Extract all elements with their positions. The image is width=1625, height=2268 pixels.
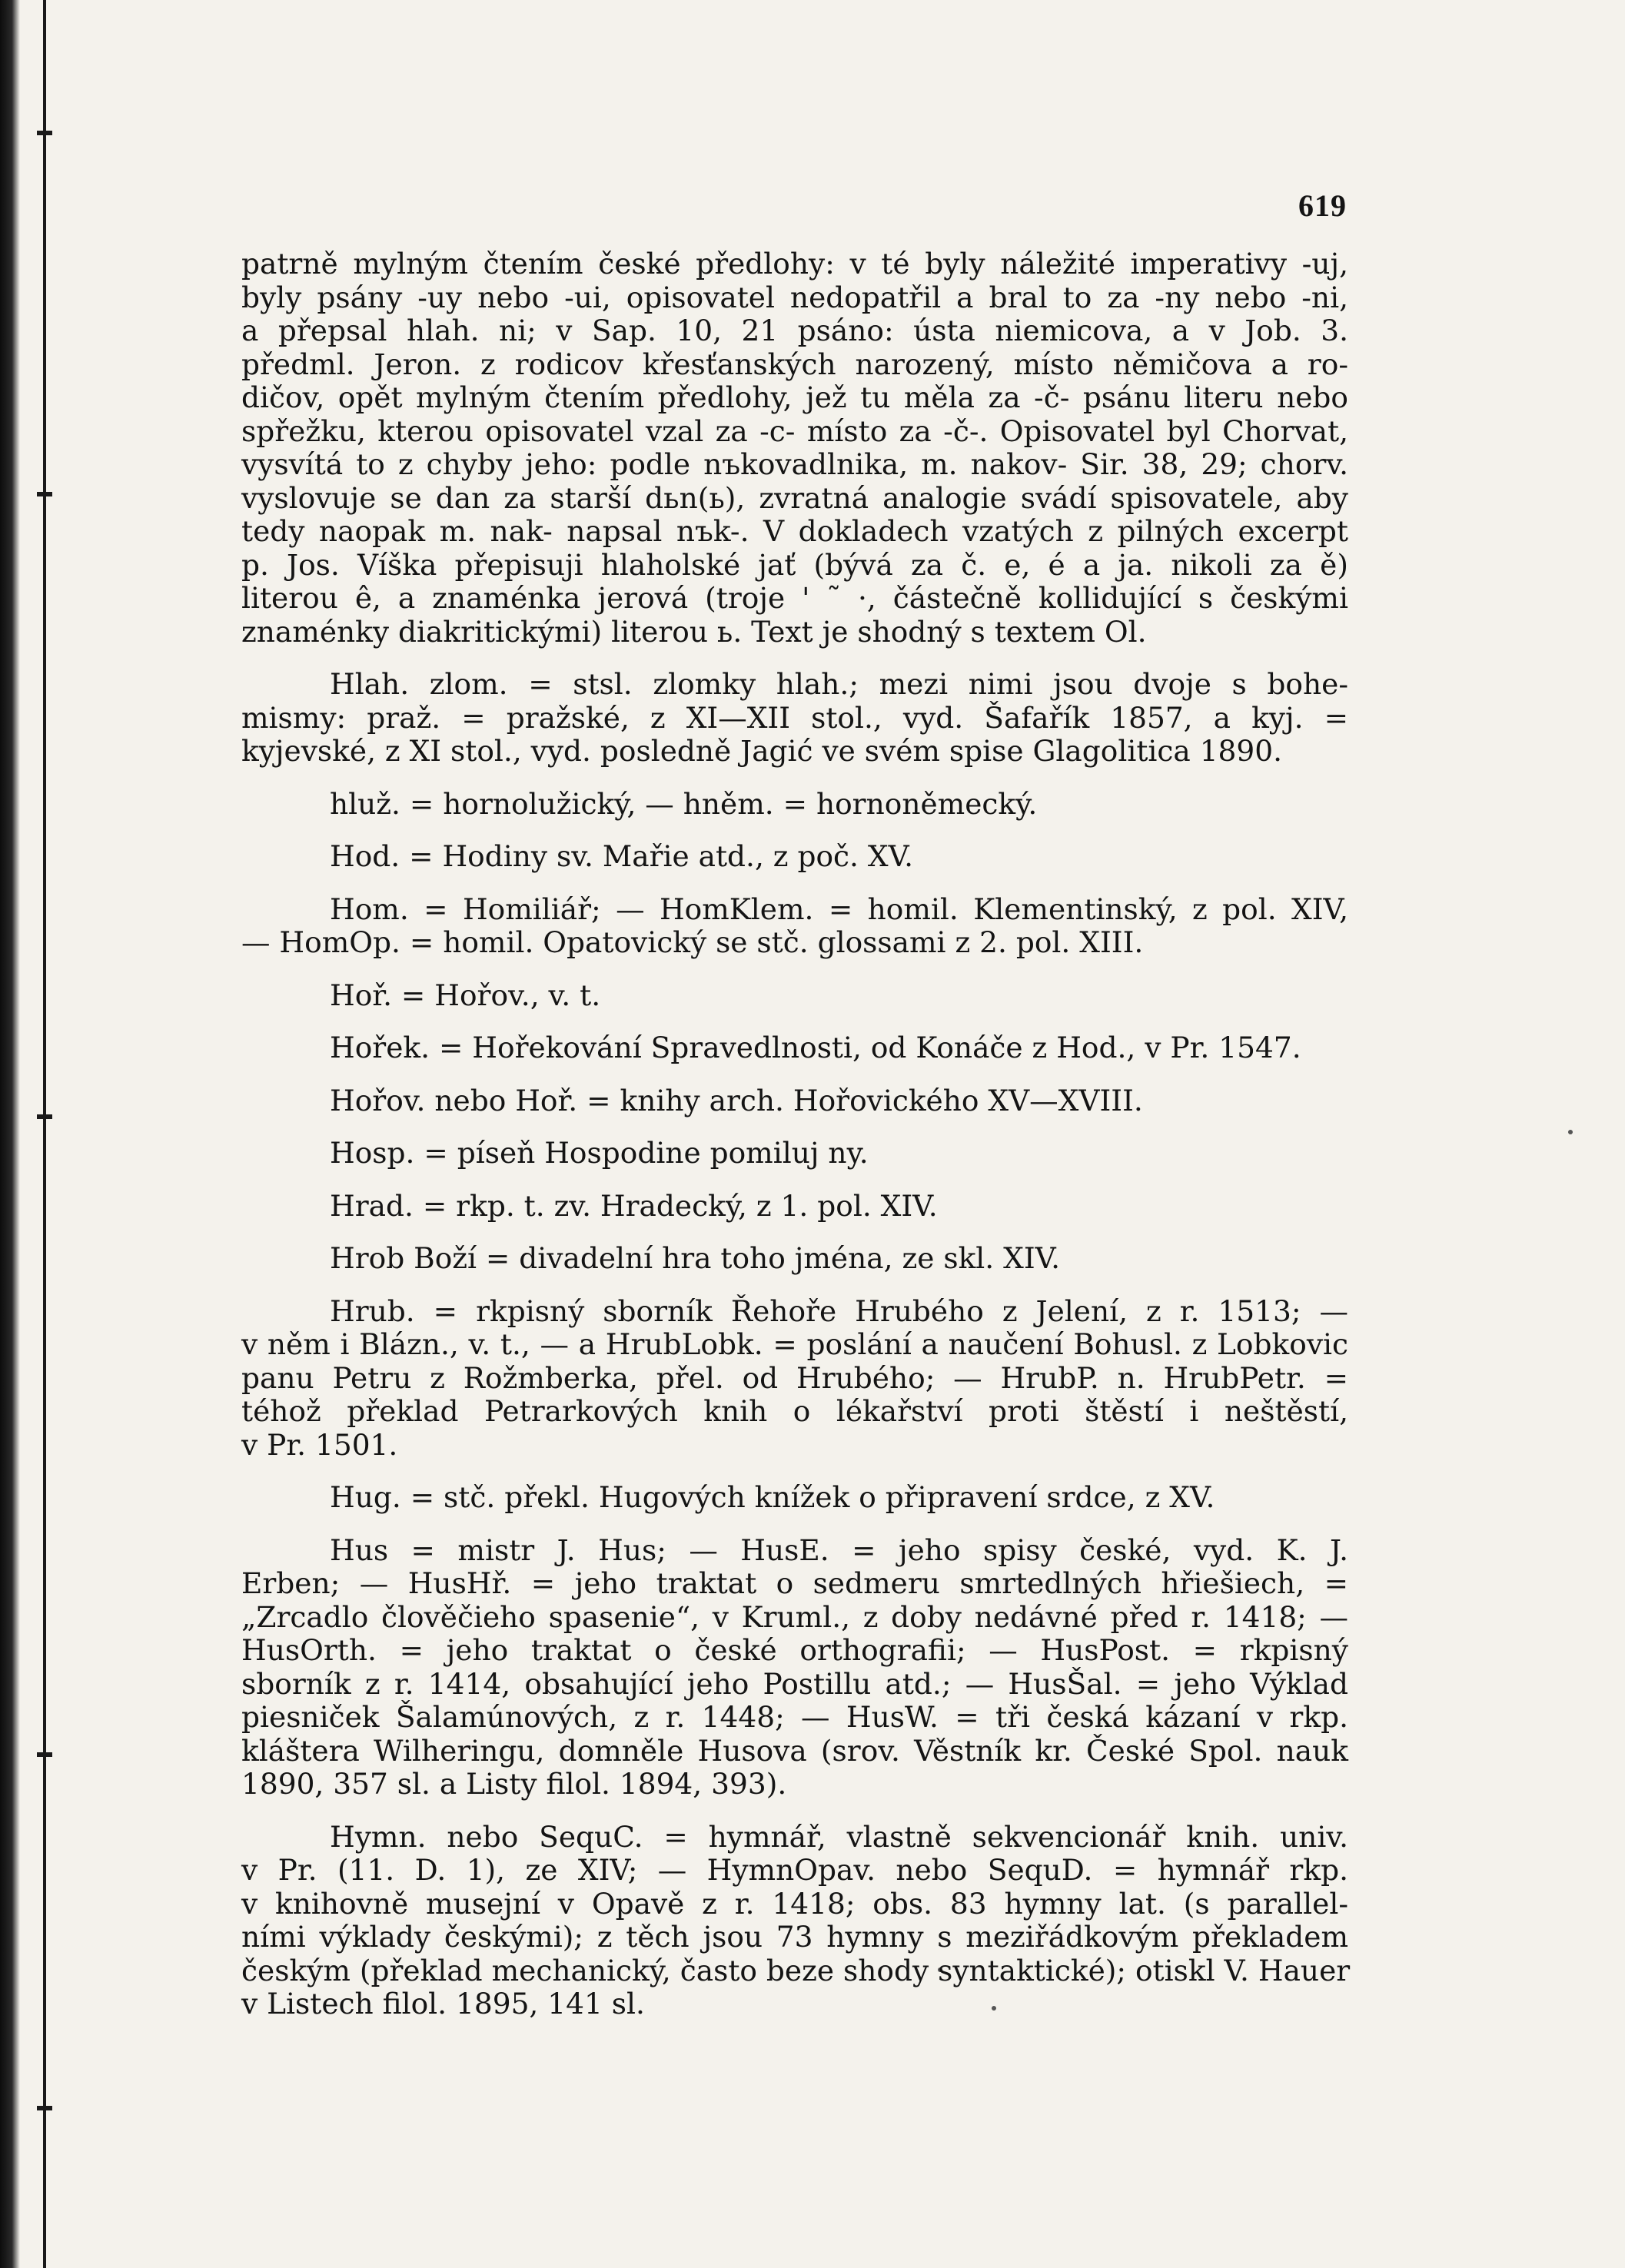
dictionary-entry bbox=[241, 1031, 1348, 1065]
dictionary-entry bbox=[241, 1084, 1348, 1118]
dictionary-entry bbox=[241, 979, 1348, 1013]
text-line: tedy naopak m. nak- napsal nъk-. V dokladech vzatých z pilných excerpt bbox=[241, 514, 1348, 548]
text-line: v Pr. 1501. bbox=[241, 1427, 398, 1462]
page-number: 619 bbox=[1298, 188, 1347, 223]
text-line: téhož překlad Petrarkových knih o lékařství proti štěstí i neštěstí, bbox=[241, 1394, 1348, 1428]
text-line: Hom. = Homiliář; — HomKlem. = homil. Klementinský, z pol. XIV, bbox=[330, 892, 1348, 926]
text-line: hluž. = hornolužický, — hněm. = hornoněmecký. bbox=[330, 786, 1038, 821]
dictionary-entry bbox=[241, 1137, 1348, 1171]
text-line: dičov, opět mylným čtením předlohy, jež tu měla za -č- psánu literu nebo bbox=[241, 380, 1348, 414]
text-line: spřežku, kterou opisovatel vzal za -c- místo za -č-. Opisovatel byl Chorvat, bbox=[241, 413, 1348, 448]
text-line: vyslovuje se dan za starší dьn(ь), zvratná analogie svádí spisovatele, aby bbox=[241, 480, 1348, 515]
text-line: literou ê, a znaménka jerová (troje ' ˜ ·, částečně kollidující s českými bbox=[241, 581, 1348, 615]
text-line: Hrad. = rkp. t. zv. Hradecký, z 1. pol. XIV. bbox=[330, 1188, 938, 1223]
text-line: Erben; — HusHř. = jeho traktat o sedmeru smrtedlných hřiešiech, = bbox=[241, 1566, 1348, 1600]
dictionary-entry bbox=[241, 1819, 1351, 2021]
text-line: v knihovně musejní v Opavě z r. 1418; obs. 83 hymny lat. (s parallel- bbox=[241, 1886, 1348, 1921]
text-line: českým (překlad mechanický, často beze shody syntaktické); otiskl V. Hauer bbox=[241, 1953, 1351, 1987]
text-line: Hořek. = Hořekování Spravedlnosti, od Konáče z Hod., v Pr. 1547. bbox=[330, 1031, 1301, 1064]
text-line: Hosp. = píseň Hospodine pomiluj ny. bbox=[330, 1136, 869, 1170]
text-line: Hořov. nebo Hoř. = knihy arch. Hořovického XV—XVIII. bbox=[330, 1083, 1143, 1117]
text-line: Hlah. zlom. = stsl. zlomky hlah.; mezi nimi jsou dvoje s bohe- bbox=[330, 667, 1348, 701]
dictionary-entry bbox=[241, 1190, 1348, 1224]
text-line: patrně mylným čtením české předlohy: v té byly náležité imperativy -uj, bbox=[241, 247, 1348, 281]
text-line: byly psány -uy nebo -ui, opisovatel nedopatřil a bral to za -ny nebo -ni, bbox=[241, 280, 1348, 314]
text-line: v Pr. (11. D. 1), ze XIV; — HymnOpav. nebo SequD. = hymnář rkp. bbox=[241, 1853, 1348, 1887]
text-line: Hus = mistr J. Hus; — HusE. = jeho spisy české, vyd. K. J. bbox=[330, 1532, 1348, 1567]
print-speck bbox=[1568, 1130, 1573, 1134]
text-line: HusOrth. = jeho traktat o české orthografii; — HusPost. = rkpisný bbox=[241, 1633, 1348, 1667]
text-line: — HomOp. = homil. Opatovický se stč. glossami z 2. pol. XIII. bbox=[241, 925, 1144, 959]
text-line: a přepsal hlah. ni; v Sap. 10, 21 psáno: ústa niemicova, a v Job. 3. bbox=[241, 314, 1348, 347]
text-line: piesniček Šalamúnových, z r. 1448; — HusW. = tři česká kázaní v rkp. bbox=[241, 1700, 1348, 1734]
text-line: „Zrcadlo člověčieho spasenie“, v Kruml., z doby nedávné před r. 1418; — bbox=[241, 1599, 1348, 1634]
text-line: kyjevské, z XI stol., vyd. posledně Jagić ve svém spise Glagolitica 1890. bbox=[241, 734, 1283, 768]
text-line: Hod. = Hodiny sv. Mařie atd., z poč. XV. bbox=[330, 839, 914, 873]
dictionary-entry bbox=[241, 1295, 1348, 1463]
paragraph bbox=[241, 247, 1348, 649]
dictionary-entry bbox=[241, 840, 1348, 874]
text-line: kláštera Wilheringu, domněle Husova (srov. Věstník kr. České Spol. nauk bbox=[241, 1733, 1348, 1768]
scan-dark-edge bbox=[0, 0, 20, 2268]
dictionary-entry bbox=[241, 1534, 1348, 1801]
text-line: v Listech filol. 1895, 141 sl. bbox=[241, 1987, 645, 2021]
text-line: p. Jos. Víška přepisuji hlaholské jať (bývá za č. e, é a ja. nikoli za ě) bbox=[241, 547, 1348, 582]
dictionary-entry bbox=[241, 1481, 1348, 1515]
text-line: mismy: praž. = pražské, z XI—XII stol., vyd. Šafařík 1857, a kyj. = bbox=[241, 700, 1348, 735]
page-text bbox=[241, 247, 1351, 2021]
text-line: v něm i Blázn., v. t., — a HrubLobk. = poslání a naučení Bohusl. z Lobkovic bbox=[241, 1327, 1348, 1361]
text-line: Hoř. = Hořov., v. t. bbox=[330, 978, 601, 1012]
text-line: ními výklady českými); z těch jsou 73 hymny s meziřádkovým překladem bbox=[241, 1920, 1348, 1954]
text-line: předml. Jeron. z rodicov křesťanských narozený, místo němičova a ro- bbox=[241, 347, 1348, 381]
text-line: vysvítá to z chyby jeho: podle nъkovadlnika, m. nakov- Sir. 38, 29; chorv. bbox=[241, 447, 1348, 481]
text-line: znaménky diakritickými) literou ь. Text je shodný s textem Ol. bbox=[241, 614, 1147, 649]
text-line: Hug. = stč. překl. Hugových knížek o připravení srdce, z XV. bbox=[330, 1480, 1215, 1514]
binding-tick bbox=[37, 1752, 52, 1757]
text-line: Hymn. nebo SequC. = hymnář, vlastně sekvencionář knih. univ. bbox=[330, 1819, 1348, 1854]
text-line: 1890, 357 sl. a Listy filol. 1894, 393). bbox=[241, 1767, 787, 1801]
text-line: Hrub. = rkpisný sborník Řehoře Hrubého z Jelení, z r. 1513; — bbox=[330, 1293, 1348, 1328]
dictionary-entry bbox=[241, 668, 1348, 769]
text-line: panu Petru z Rožmberka, přel. od Hrubého; — HrubP. n. HrubPetr. = bbox=[241, 1360, 1348, 1395]
binding-tick bbox=[37, 1114, 52, 1119]
dictionary-entry bbox=[241, 893, 1348, 960]
binding-line bbox=[43, 0, 46, 2268]
dictionary-entry bbox=[241, 1242, 1348, 1276]
binding-tick bbox=[37, 2106, 52, 2110]
binding-tick bbox=[37, 131, 52, 135]
dictionary-entry bbox=[241, 788, 1348, 822]
text-line: Hrob Boží = divadelní hra toho jména, ze skl. XIV. bbox=[330, 1241, 1061, 1275]
text-line: sborník z r. 1414, obsahující jeho Postillu atd.; — HusŠal. = jeho Výklad bbox=[241, 1666, 1348, 1701]
binding-tick bbox=[37, 492, 52, 496]
